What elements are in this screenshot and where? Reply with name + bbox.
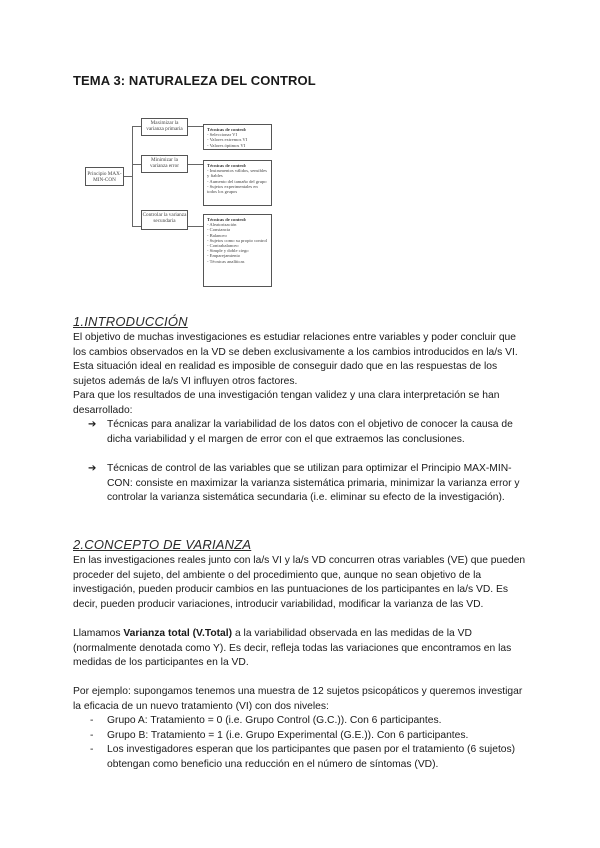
connector-line	[132, 226, 141, 227]
technique-item: - Instrumentos válidos, sensibles y fiables	[207, 168, 267, 179]
dash-bullet: -	[90, 730, 94, 741]
dash-bullet: -	[90, 744, 94, 755]
connector-line	[188, 226, 203, 227]
technique-item: - Contrabalanceo	[207, 243, 239, 249]
diagram-branch-box: Controlar la varianza secundaria	[141, 210, 188, 230]
technique-item: - Balanceo	[207, 232, 227, 238]
connector-line	[124, 176, 132, 177]
dash-bullet: -	[90, 715, 94, 726]
list-item	[88, 462, 532, 506]
technique-title: Técnicas de control:	[207, 127, 247, 132]
diagram-technique-box	[203, 160, 272, 206]
connector-line	[132, 164, 141, 165]
list-item	[88, 418, 532, 447]
technique-item: - Técnicas analíticas	[207, 258, 245, 264]
list-item-text: Grupo B: Tratamiento = 1 (i.e. Grupo Experimental (G.E.)). Con 6 participantes.	[107, 730, 469, 741]
paragraph-text: Llamamos	[73, 628, 124, 639]
technique-item: - Aumento del tamaño del grupo	[207, 178, 267, 184]
diagram-technique-box	[203, 124, 272, 150]
list-item	[90, 729, 532, 744]
technique-item: - Simple y doble ciego	[207, 248, 249, 254]
section-heading-varianza: 2.CONCEPTO DE VARIANZA	[73, 537, 252, 552]
arrow-icon: ➔	[88, 463, 97, 474]
technique-item: - Constancia	[207, 227, 231, 233]
page-title: TEMA 3: NATURALEZA DEL CONTROL	[73, 73, 316, 88]
diagram-branch-box: Maximizar la varianza primaria	[141, 118, 188, 136]
list-item-text: Grupo A: Tratamiento = 0 (i.e. Grupo Control (G.C.)). Con 6 participantes.	[107, 715, 442, 726]
max-min-con-diagram	[0, 0, 600, 300]
technique-item: - Valores óptimos VI	[207, 142, 246, 148]
diagram-technique-box	[203, 214, 272, 287]
varianza-paragraph-2	[73, 627, 528, 671]
term-varianza-total: Varianza total (V.Total)	[123, 628, 233, 639]
connector-line	[132, 126, 133, 226]
intro-paragraph-2: Para que los resultados de una investigación tengan validez y una clara interpretación se han desarrollado:	[73, 390, 500, 416]
technique-item: - Sujetos experimentales en todos los grupos	[207, 183, 258, 195]
diagram-root-box: Principio MAX-MIN-CON	[85, 167, 124, 186]
technique-item: - Emparejamiento	[207, 253, 241, 259]
connector-line	[188, 126, 203, 127]
connector-line	[188, 164, 203, 165]
connector-line	[132, 126, 141, 127]
technique-item: - Valores extremos VI	[207, 137, 248, 143]
arrow-icon: ➔	[88, 419, 97, 430]
technique-item: - Aleatorización	[207, 222, 237, 228]
list-item	[90, 743, 532, 772]
technique-item: - Seleccionar VI	[207, 132, 238, 138]
technique-title: Técnicas de control:	[207, 163, 247, 168]
intro-paragraph-1: El objetivo de muchas investigaciones es estudiar relaciones entre variables y poder concluir que los cambios observados en la VD se deben exclusivamente a los cambios introducidos en la/s VI. Esta situación ideal en realidad es imposible de conseguir dado que en las respuestas de los sujetos además de la/s VI influyen otros factores.	[73, 332, 518, 387]
list-item-text: Los investigadores esperan que los participantes que pasen por el tratamiento (6 sujetos) obtengan como beneficio una reducción en el número de síntomas (VD).	[107, 744, 516, 770]
varianza-paragraph-3: Por ejemplo: supongamos tenemos una muestra de 12 sujetos psicopáticos y queremos investigar la eficacia de un nuevo tratamiento (VI) con dos niveles:	[73, 686, 523, 712]
list-item-text: Técnicas de control de las variables que se utilizan para optimizar el Principio MAX-MIN-CON: consiste en maximizar la varianza sistemática primaria, minimizar la varianza error y controlar la varianza sistemática secundaria (i.e. eliminar su efecto de la investigación).	[107, 463, 520, 503]
technique-item: - Sujetos como su propio control	[207, 237, 268, 243]
paragraph-text: a la variabilidad observada en las medidas de la VD (normalmente denotada como Y). Es decir, refleja todas las variaciones que encontramos en las medidas de los participantes en la VD.	[73, 628, 512, 668]
section-heading-introduccion: 1.INTRODUCCIÓN	[73, 314, 188, 329]
diagram-branch-box: Minimizar la varianza error	[141, 155, 188, 173]
varianza-paragraph-1: En las investigaciones reales junto con la/s VI y la/s VD concurren otras variables (VE) que pueden proceder del sujeto, del ambiente o del procedimiento que, aunque no sean objetivo de la investigación, pueden producir cambios en las puntuaciones de los participantes en la/s VD. Es decir, pueden producir variaciones, introducir variabilidad, modificar la varianza de las VD.	[73, 555, 526, 610]
technique-title: Técnicas de control:	[207, 217, 247, 222]
list-item	[90, 714, 532, 729]
list-item-text: Técnicas para analizar la variabilidad de los datos con el objetivo de conocer la causa de dicha variabilidad y el margen de error con el que extraemos las conclusiones.	[107, 419, 513, 445]
